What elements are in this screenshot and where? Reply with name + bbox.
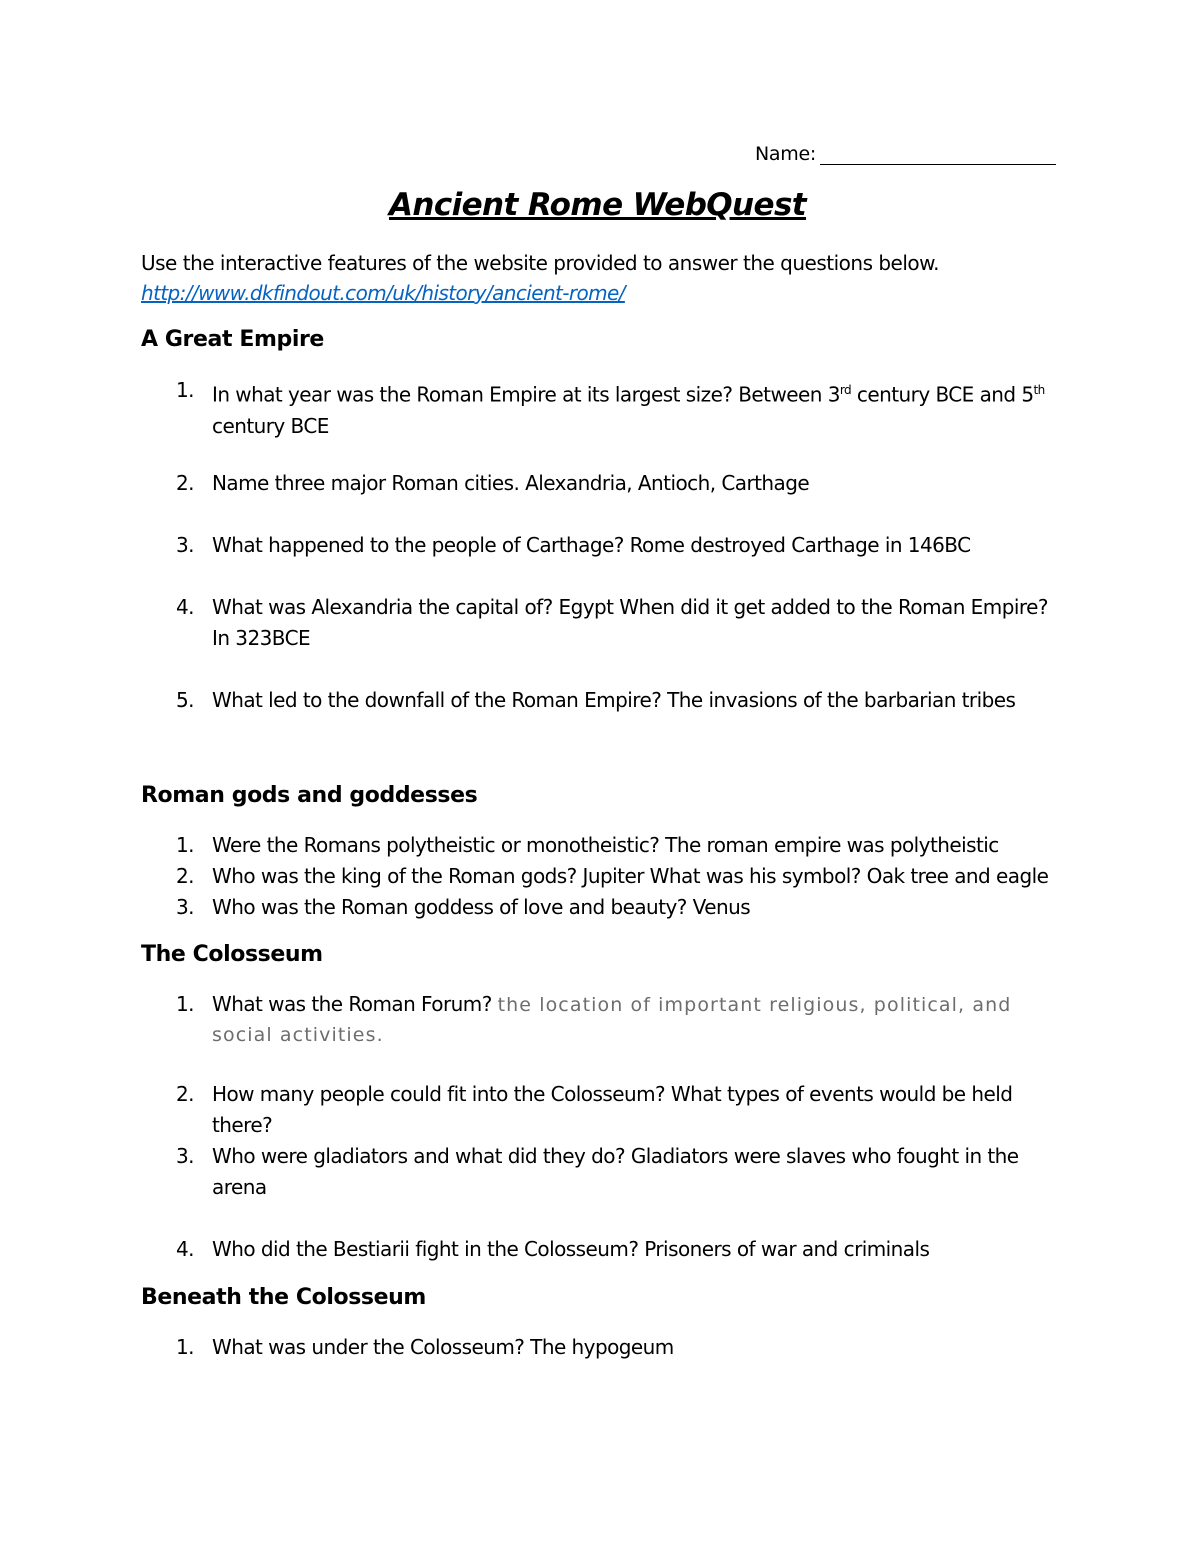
question-number: 1. (176, 378, 194, 402)
section-heading-colosseum: The Colosseum (141, 942, 323, 967)
name-label: Name: (755, 143, 816, 165)
question-colosseum-4 (141, 1234, 1061, 1265)
answer-text: the location of important religious, political, and social activities. (212, 994, 1012, 1046)
question-gods-3 (141, 892, 1061, 923)
question-text: Who were gladiators and what did they do? Gladiators were slaves who fought in the arena (212, 1144, 1019, 1199)
question-number: 4. (176, 595, 194, 619)
section-heading-empire: A Great Empire (141, 327, 324, 352)
question-text: Who did the Bestiarii fight in the Colosseum? Prisoners of war and criminals (212, 1237, 930, 1261)
question-empire-3 (141, 530, 1061, 561)
question-colosseum-3 (141, 1141, 1061, 1203)
intro-text: Use the interactive features of the website provided to answer the questions below. (141, 251, 940, 275)
section-heading-beneath: Beneath the Colosseum (141, 1285, 426, 1310)
question-colosseum-2 (141, 1079, 1061, 1141)
question-text: Were the Romans polytheistic or monotheistic? The roman empire was polytheistic (212, 833, 999, 857)
question-text: In what year was the Roman Empire at its largest size? Between 3rd century BCE and 5th century BCE (212, 382, 1045, 438)
question-number: 3. (176, 1144, 194, 1168)
question-colosseum-1 (141, 990, 1061, 1050)
question-text: What was Alexandria the capital of? Egypt When did it get added to the Roman Empire? In 323BCE (212, 595, 1048, 650)
question-text: What was the Roman Forum? the location of important religious, political, and social activities. (212, 992, 1012, 1046)
question-number: 1. (176, 833, 194, 857)
website-link[interactable]: http://www.dkfindout.com/uk/history/ancient-rome/ (141, 281, 625, 305)
question-empire-1 (141, 375, 1061, 442)
question-number: 2. (176, 864, 194, 888)
question-gods-2 (141, 861, 1061, 892)
question-number: 2. (176, 1082, 194, 1106)
question-number: 3. (176, 895, 194, 919)
question-number: 4. (176, 1237, 194, 1261)
question-text: Name three major Roman cities. Alexandria, Antioch, Carthage (212, 471, 810, 495)
question-number: 1. (176, 992, 194, 1016)
question-text: What was under the Colosseum? The hypogeum (212, 1335, 674, 1359)
question-empire-2 (141, 468, 1061, 499)
name-field[interactable] (755, 143, 1056, 165)
question-text: What led to the downfall of the Roman Empire? The invasions of the barbarian tribes (212, 688, 1016, 712)
section-heading-gods: Roman gods and goddesses (141, 783, 478, 808)
question-text: What happened to the people of Carthage? Rome destroyed Carthage in 146BC (212, 533, 971, 557)
page-title: Ancient Rome WebQuest (388, 187, 807, 223)
question-number: 1. (176, 1335, 194, 1359)
question-empire-4 (141, 592, 1061, 654)
question-number: 5. (176, 688, 194, 712)
name-blank-line[interactable] (820, 144, 1056, 165)
question-empire-5 (141, 685, 1061, 716)
question-number: 2. (176, 471, 194, 495)
question-text: Who was the Roman goddess of love and beauty? Venus (212, 895, 751, 919)
question-text: How many people could fit into the Colosseum? What types of events would be held there? (212, 1082, 1013, 1137)
question-beneath-1 (141, 1332, 1061, 1363)
question-text: Who was the king of the Roman gods? Jupiter What was his symbol? Oak tree and eagle (212, 864, 1049, 888)
question-gods-1 (141, 830, 1061, 861)
question-number: 3. (176, 533, 194, 557)
